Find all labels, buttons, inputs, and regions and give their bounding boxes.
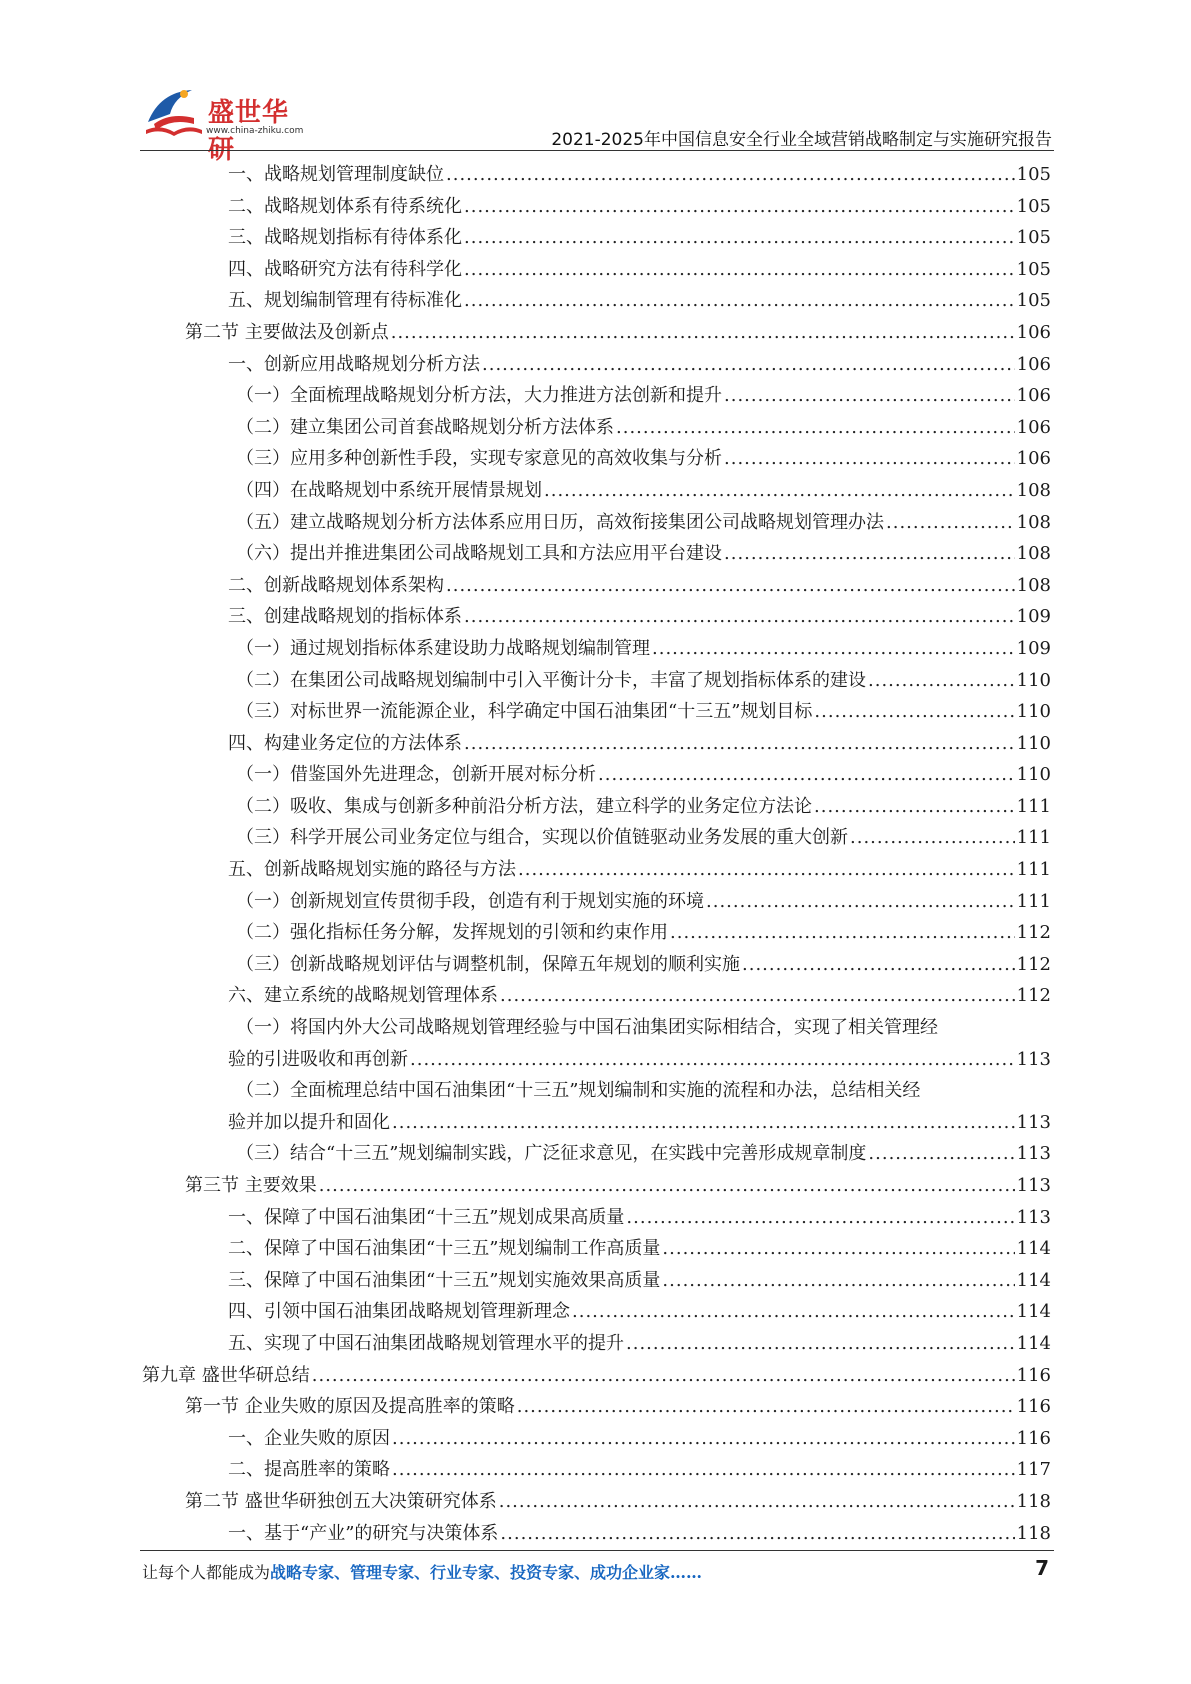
toc-leader-dots	[500, 1518, 1014, 1550]
toc-entry-text: （三）创新战略规划评估与调整机制，保障五年规划的顺利实施	[236, 953, 740, 975]
toc-leader-dots	[886, 507, 1015, 539]
toc-page-number: 106	[1016, 353, 1051, 375]
toc-leader-dots	[446, 570, 1015, 602]
toc-page-number: 112	[1016, 922, 1051, 944]
toc-entry[interactable]	[142, 886, 1051, 918]
toc-leader-dots	[464, 254, 1015, 286]
toc-page-number: 113	[1016, 1111, 1051, 1133]
toc-entry-text: （一）全面梳理战略规划分析方法，大力推进方法创新和提升	[236, 385, 722, 407]
toc-entry-text: （四）在战略规划中系统开展情景规划	[236, 479, 542, 501]
toc-page-number: 109	[1016, 606, 1051, 628]
toc-entry[interactable]	[142, 980, 1051, 1012]
toc-entry-text: 二、提高胜率的策略	[228, 1459, 390, 1481]
toc-entry-text: 五、创新战略规划实施的路径与方法	[228, 859, 516, 881]
toc-entry[interactable]	[142, 1170, 1051, 1202]
toc-entry[interactable]	[142, 1486, 1051, 1518]
toc-entry[interactable]	[142, 759, 1051, 791]
toc-entry[interactable]	[142, 1075, 1051, 1138]
toc-leader-dots	[518, 854, 1015, 886]
toc-entry[interactable]	[142, 507, 1051, 539]
toc-entry[interactable]	[142, 1265, 1051, 1297]
toc-entry-text: （二）吸收、集成与创新多种前沿分析方法，建立科学的业务定位方法论	[236, 795, 812, 817]
toc-entry-text-line2: 验的引进吸收和再创新	[228, 1048, 408, 1070]
toc-entry[interactable]	[142, 1296, 1051, 1328]
toc-leader-dots	[446, 159, 1015, 191]
toc-entry[interactable]	[142, 728, 1051, 760]
toc-page-number: 116	[1016, 1364, 1051, 1386]
toc-leader-dots	[482, 349, 1015, 381]
toc-entry[interactable]	[142, 1391, 1051, 1423]
toc-entry-text: 第二节 盛世华研独创五大决策研究体系	[185, 1490, 497, 1512]
toc-entry[interactable]	[142, 696, 1051, 728]
toc-entry-text: （二）建立集团公司首套战略规划分析方法体系	[236, 416, 614, 438]
toc-leader-dots	[598, 759, 1015, 791]
toc-entry[interactable]	[142, 538, 1051, 570]
toc-page-number: 118	[1016, 1522, 1051, 1544]
toc-leader-dots	[392, 1107, 1015, 1139]
toc-page-number: 108	[1016, 543, 1051, 565]
toc-entry-text: （二）强化指标任务分解，发挥规划的引领和约束作用	[236, 922, 668, 944]
toc-entry-text: 第一节 企业失败的原因及提高胜率的策略	[185, 1396, 515, 1418]
toc-entry-text: 一、战略规划管理制度缺位	[228, 164, 444, 185]
toc-leader-dots	[724, 538, 1015, 570]
toc-page-number: 114	[1016, 1238, 1051, 1260]
toc-entry-text: （一）创新规划宣传贯彻手段，创造有利于规划实施的环境	[236, 890, 704, 912]
toc-entry-text: 六、建立系统的战略规划管理体系	[228, 985, 498, 1007]
toc-page-number: 112	[1016, 985, 1051, 1007]
toc-entry-text: 一、基于“产业”的研究与决策体系	[228, 1522, 499, 1544]
toc-leader-dots	[572, 1296, 1015, 1328]
document-title: 2021-2025年中国信息安全行业全域营销战略制定与实施研究报告	[551, 130, 1052, 150]
toc-leader-dots	[868, 1138, 1014, 1170]
toc-entry[interactable]	[142, 822, 1051, 854]
toc-page-number: 110	[1016, 764, 1051, 786]
toc-page-number: 108	[1016, 479, 1051, 501]
toc-page-number: 105	[1016, 164, 1051, 185]
toc-leader-dots	[312, 1360, 1015, 1392]
toc-entry[interactable]	[142, 191, 1051, 223]
toc-entry-text: 五、规划编制管理有待标准化	[228, 290, 462, 312]
toc-page-number: 111	[1016, 827, 1051, 849]
footer-slogan-prefix: 让每个人都能成为	[142, 1563, 271, 1582]
toc-entry-text: 一、企业失败的原因	[228, 1427, 390, 1449]
toc-page-number: 110	[1016, 669, 1051, 691]
toc-page-number: 114	[1016, 1269, 1051, 1291]
toc-entry-text: （一）通过规划指标体系建设助力战略规划编制管理	[236, 637, 650, 659]
toc-leader-dots	[850, 822, 1015, 854]
toc-page-number: 113	[1016, 1143, 1051, 1165]
toc-entry-text: 四、引领中国石油集团战略规划管理新理念	[228, 1301, 570, 1323]
toc-entry[interactable]	[142, 1233, 1051, 1265]
toc-page-number: 113	[1016, 1048, 1051, 1070]
toc-page-number: 106	[1016, 385, 1051, 407]
toc-leader-dots	[391, 317, 1015, 349]
toc-page-number: 116	[1016, 1427, 1051, 1449]
logo-text: 盛世华研	[208, 98, 290, 165]
toc-leader-dots	[500, 980, 1015, 1012]
toc-page-number: 105	[1016, 290, 1051, 312]
toc-entry[interactable]	[142, 949, 1051, 981]
toc-entry[interactable]	[142, 412, 1051, 444]
toc-entry[interactable]	[142, 1454, 1051, 1486]
toc-entry-text: （三）科学开展公司业务定位与组合，实现以价值链驱动业务发展的重大创新	[236, 827, 848, 849]
toc-page-number: 109	[1016, 637, 1051, 659]
toc-leader-dots	[706, 886, 1015, 918]
brand-logo	[140, 84, 310, 165]
toc-entry[interactable]	[142, 1012, 1051, 1075]
toc-leader-dots	[670, 917, 1015, 949]
toc-page-number: 111	[1016, 890, 1051, 912]
toc-leader-dots	[626, 1202, 1014, 1234]
toc-entry[interactable]	[142, 1518, 1051, 1550]
toc-entry-text: （三）对标世界一流能源企业，科学确定中国石油集团“十三五”规划目标	[236, 701, 813, 723]
toc-entry[interactable]	[142, 601, 1051, 633]
toc-page-number: 116	[1016, 1396, 1051, 1418]
toc-leader-dots	[724, 443, 1015, 475]
toc-leader-dots	[652, 633, 1015, 665]
toc-leader-dots	[392, 1454, 1015, 1486]
toc-leader-dots	[814, 791, 1015, 823]
toc-entry-text: 二、保障了中国石油集团“十三五”规划编制工作高质量	[228, 1238, 661, 1260]
toc-entry[interactable]	[142, 285, 1051, 317]
toc-page-number: 105	[1016, 227, 1051, 249]
toc-page-number: 113	[1016, 1175, 1051, 1196]
toc-entry-text: 三、保障了中国石油集团“十三五”规划实施效果高质量	[228, 1269, 661, 1291]
toc-entry[interactable]	[142, 380, 1051, 412]
toc-page-number: 113	[1016, 1206, 1051, 1228]
toc-entry-text: 四、构建业务定位的方法体系	[228, 732, 462, 754]
toc-entry[interactable]	[142, 1360, 1051, 1392]
toc-entry-text: 第二节 主要做法及创新点	[185, 321, 389, 343]
toc-page-number: 111	[1016, 795, 1051, 817]
toc-entry-text: 四、战略研究方法有待科学化	[228, 258, 462, 280]
toc-entry-text: （六）提出并推进集团公司战略规划工具和方法应用平台建设	[236, 543, 722, 565]
footer-slogan	[142, 1560, 702, 1583]
toc-entry-text: 五、实现了中国石油集团战略规划管理水平的提升	[228, 1332, 624, 1354]
toc-page-number: 108	[1016, 574, 1051, 596]
toc-entry-text-line2: 验并加以提升和固化	[228, 1111, 390, 1133]
toc-entry[interactable]	[142, 159, 1051, 191]
toc-entry[interactable]	[142, 475, 1051, 507]
toc-entry-text: 二、创新战略规划体系架构	[228, 574, 444, 596]
toc-page-number: 114	[1016, 1301, 1051, 1323]
toc-entry-text: 一、创新应用战略规划分析方法	[228, 353, 480, 375]
toc-entry-text: 第三节 主要效果	[185, 1175, 317, 1196]
toc-entry-text-line1: （二）全面梳理总结中国石油集团“十三五”规划编制和实施的流程和办法，总结相关经	[236, 1080, 921, 1102]
toc-entry[interactable]	[142, 1138, 1051, 1170]
toc-entry-text: （一）借鉴国外先进理念，创新开展对标分析	[236, 764, 596, 786]
toc-entry[interactable]	[142, 665, 1051, 697]
toc-entry[interactable]	[142, 1328, 1051, 1360]
toc-leader-dots	[392, 1423, 1015, 1455]
toc-entry-text: 二、战略规划体系有待系统化	[228, 195, 462, 217]
toc-page-number: 106	[1016, 448, 1051, 470]
toc-entry[interactable]	[142, 254, 1051, 286]
toc-entry-text: 一、保障了中国石油集团“十三五”规划成果高质量	[228, 1206, 625, 1228]
toc-entry-text: （五）建立战略规划分析方法体系应用日历，高效衔接集团公司战略规划管理办法	[236, 511, 884, 533]
toc-leader-dots	[517, 1391, 1015, 1423]
toc-entry[interactable]	[142, 633, 1051, 665]
toc-leader-dots	[410, 1044, 1015, 1076]
toc-entry[interactable]	[142, 854, 1051, 886]
toc-page-number: 110	[1016, 701, 1051, 723]
toc-page-number: 114	[1016, 1332, 1051, 1354]
toc-leader-dots	[464, 191, 1015, 223]
toc-leader-dots	[464, 728, 1015, 760]
toc-leader-dots	[464, 222, 1015, 254]
toc-page-number: 106	[1016, 416, 1051, 438]
toc-entry-text: 第九章 盛世华研总结	[142, 1364, 310, 1386]
toc-entry[interactable]	[142, 791, 1051, 823]
table-of-contents	[142, 159, 1051, 1549]
toc-entry[interactable]	[142, 443, 1051, 475]
toc-leader-dots	[626, 1328, 1015, 1360]
toc-page-number: 111	[1016, 859, 1051, 881]
toc-page-number: 118	[1016, 1490, 1051, 1512]
toc-page-number: 106	[1016, 321, 1051, 343]
toc-entry-text: 三、战略规划指标有待体系化	[228, 227, 462, 249]
book-logo-icon	[140, 84, 210, 144]
toc-page-number: 105	[1016, 195, 1051, 217]
footer-slogan-highlight: 战略专家、管理专家、行业专家、投资专家、成功企业家……	[270, 1563, 703, 1582]
toc-entry-text-line1: （一）将国内外大公司战略规划管理经验与中国石油集团实际相结合，实现了相关管理经	[236, 1017, 938, 1039]
footer-divider	[140, 1550, 1054, 1551]
toc-page-number: 117	[1016, 1459, 1051, 1481]
toc-leader-dots	[814, 696, 1014, 728]
toc-page-number: 112	[1016, 953, 1051, 975]
page-number: 7	[1035, 1556, 1049, 1580]
header-divider	[140, 150, 1054, 151]
toc-leader-dots	[544, 475, 1015, 507]
toc-leader-dots	[724, 380, 1015, 412]
toc-entry[interactable]	[142, 1202, 1051, 1234]
toc-entry[interactable]	[142, 1423, 1051, 1455]
toc-entry-text: （二）在集团公司战略规划编制中引入平衡计分卡，丰富了规划指标体系的建设	[236, 669, 866, 691]
toc-page-number: 110	[1016, 732, 1051, 754]
toc-leader-dots	[464, 601, 1015, 633]
toc-entry[interactable]	[142, 917, 1051, 949]
logo-url: www.china-zhiku.com	[206, 126, 304, 136]
toc-entry[interactable]	[142, 349, 1051, 381]
toc-entry[interactable]	[142, 317, 1051, 349]
toc-leader-dots	[742, 949, 1015, 981]
toc-page-number: 105	[1016, 258, 1051, 280]
toc-leader-dots	[868, 665, 1015, 697]
toc-entry[interactable]	[142, 222, 1051, 254]
toc-entry-text: 三、创建战略规划的指标体系	[228, 606, 462, 628]
toc-leader-dots	[662, 1265, 1014, 1297]
toc-entry-text: （三）结合“十三五”规划编制实践，广泛征求意见，在实践中完善形成规章制度	[236, 1143, 867, 1165]
toc-leader-dots	[319, 1170, 1015, 1202]
toc-leader-dots	[499, 1486, 1015, 1518]
toc-leader-dots	[464, 285, 1015, 317]
toc-leader-dots	[662, 1233, 1014, 1265]
toc-entry[interactable]	[142, 570, 1051, 602]
toc-page-number: 108	[1016, 511, 1051, 533]
toc-entry-text: （三）应用多种创新性手段，实现专家意见的高效收集与分析	[236, 448, 722, 470]
toc-leader-dots	[616, 412, 1015, 444]
